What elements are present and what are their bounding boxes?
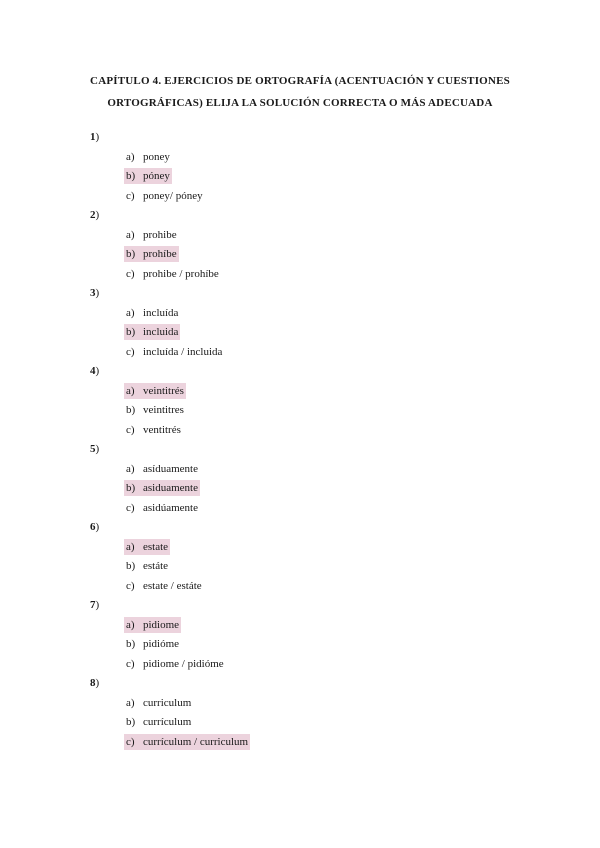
answer-text-wrap bbox=[124, 500, 200, 516]
answer-option bbox=[90, 538, 550, 558]
answer-option bbox=[90, 382, 550, 402]
option-letter: b) bbox=[126, 170, 136, 182]
highlighted-answer bbox=[124, 617, 181, 633]
question-number-paren: ) bbox=[95, 131, 100, 143]
question-2 bbox=[90, 206, 550, 284]
option-letter: c) bbox=[126, 189, 135, 202]
question-6 bbox=[90, 518, 550, 596]
question-8 bbox=[90, 674, 550, 752]
question-number bbox=[90, 674, 550, 694]
highlighted-answer bbox=[124, 168, 172, 184]
question-number-paren: ) bbox=[95, 365, 100, 377]
answer-text-wrap bbox=[124, 422, 183, 438]
option-letter: b) bbox=[126, 482, 136, 494]
option-text: poney bbox=[143, 150, 170, 163]
answer-text-wrap bbox=[124, 227, 179, 243]
answer-option bbox=[90, 635, 550, 655]
question-number bbox=[90, 362, 550, 382]
answer-option bbox=[90, 167, 550, 187]
option-text: asíduamente bbox=[143, 462, 198, 475]
option-text: incluída / incluida bbox=[143, 345, 223, 358]
question-number bbox=[90, 440, 550, 460]
question-number bbox=[90, 206, 550, 226]
option-letter: a) bbox=[126, 462, 135, 475]
question-number-digit: 6 bbox=[90, 521, 96, 533]
answer-text-wrap bbox=[124, 305, 180, 321]
question-number bbox=[90, 596, 550, 616]
option-text: incluída bbox=[143, 306, 179, 319]
option-letter: a) bbox=[126, 540, 135, 553]
option-letter: a) bbox=[126, 228, 135, 241]
option-letter: a) bbox=[126, 696, 135, 709]
answer-option bbox=[90, 616, 550, 636]
highlighted-answer bbox=[124, 246, 179, 262]
question-3 bbox=[90, 284, 550, 362]
option-text: curriculum bbox=[143, 696, 192, 709]
answer-text-wrap bbox=[124, 266, 221, 282]
option-text: estate bbox=[143, 540, 169, 553]
option-text: currículum bbox=[143, 716, 192, 728]
option-letter: c) bbox=[126, 267, 135, 280]
question-number-digit: 1 bbox=[90, 131, 96, 143]
question-number bbox=[90, 128, 550, 148]
option-text: veintitres bbox=[143, 404, 184, 416]
answer-option bbox=[90, 694, 550, 714]
chapter-title bbox=[60, 70, 540, 114]
option-text: póney bbox=[143, 170, 170, 182]
option-text: asidúamente bbox=[143, 501, 198, 514]
question-4 bbox=[90, 362, 550, 440]
answer-text-wrap bbox=[124, 188, 205, 204]
option-letter: a) bbox=[126, 618, 135, 631]
question-5 bbox=[90, 440, 550, 518]
option-letter: c) bbox=[126, 501, 135, 514]
question-number bbox=[90, 518, 550, 538]
chapter-title-line-2: ORTOGRÁFICAS) ELIJA LA SOLUCIÓN CORRECTA O MÁS ADECUADA bbox=[107, 97, 493, 109]
question-number-paren: ) bbox=[95, 287, 100, 299]
option-letter: a) bbox=[126, 306, 135, 319]
option-text: prohibe / prohíbe bbox=[143, 267, 219, 280]
answer-option bbox=[90, 479, 550, 499]
option-letter: a) bbox=[126, 150, 135, 163]
answer-option bbox=[90, 343, 550, 363]
question-1 bbox=[90, 128, 550, 206]
option-letter: b) bbox=[126, 248, 136, 260]
option-letter: c) bbox=[126, 423, 135, 436]
question-number-digit: 8 bbox=[90, 677, 96, 689]
question-number-digit: 5 bbox=[90, 443, 96, 455]
answer-text-wrap bbox=[124, 402, 186, 418]
option-text: estate / estáte bbox=[143, 579, 202, 592]
highlighted-answer bbox=[124, 480, 200, 496]
highlighted-answer bbox=[124, 539, 170, 555]
question-number-digit: 3 bbox=[90, 287, 96, 299]
option-text: estáte bbox=[143, 560, 169, 572]
option-text: poney/ póney bbox=[143, 189, 203, 202]
option-text: veintitrés bbox=[143, 384, 184, 397]
answer-text-wrap bbox=[124, 578, 204, 594]
option-text: asiduamente bbox=[143, 482, 198, 494]
option-text: pidiome / pidióme bbox=[143, 657, 224, 670]
question-number-digit: 2 bbox=[90, 209, 96, 221]
option-text: currículum / curriculum bbox=[143, 735, 249, 748]
answer-option bbox=[90, 187, 550, 207]
answer-option bbox=[90, 226, 550, 246]
chapter-title-line-1: CAPÍTULO 4. EJERCICIOS DE ORTOGRAFÍA (ACENTUACIÓN Y CUESTIONES bbox=[90, 75, 510, 87]
option-text: ventitrés bbox=[143, 423, 181, 436]
answer-option bbox=[90, 460, 550, 480]
highlighted-answer bbox=[124, 324, 180, 340]
answer-option bbox=[90, 323, 550, 343]
option-text: prohibe bbox=[143, 228, 177, 241]
option-letter: c) bbox=[126, 345, 135, 358]
question-number-paren: ) bbox=[95, 599, 100, 611]
question-number bbox=[90, 284, 550, 304]
option-text: incluida bbox=[143, 326, 179, 338]
answer-text-wrap bbox=[124, 656, 226, 672]
answer-text-wrap bbox=[124, 344, 224, 360]
answer-text-wrap bbox=[124, 149, 172, 165]
question-7 bbox=[90, 596, 550, 674]
option-letter: a) bbox=[126, 384, 135, 397]
question-number-paren: ) bbox=[95, 443, 100, 455]
option-text: prohíbe bbox=[143, 248, 177, 260]
answer-option bbox=[90, 265, 550, 285]
option-letter: c) bbox=[126, 735, 135, 748]
option-letter: c) bbox=[126, 579, 135, 592]
answer-option bbox=[90, 421, 550, 441]
option-letter: b) bbox=[126, 560, 136, 572]
question-list bbox=[90, 128, 550, 752]
option-letter: b) bbox=[126, 716, 136, 728]
option-letter: c) bbox=[126, 657, 135, 670]
answer-option bbox=[90, 401, 550, 421]
question-number-paren: ) bbox=[95, 521, 100, 533]
question-number-paren: ) bbox=[95, 209, 100, 221]
answer-text-wrap bbox=[124, 636, 181, 652]
highlighted-answer bbox=[124, 734, 250, 750]
answer-text-wrap bbox=[124, 461, 200, 477]
answer-option bbox=[90, 148, 550, 168]
answer-option bbox=[90, 733, 550, 753]
option-letter: b) bbox=[126, 638, 136, 650]
question-number-digit: 7 bbox=[90, 599, 96, 611]
answer-text-wrap bbox=[124, 714, 193, 730]
answer-option bbox=[90, 577, 550, 597]
answer-option bbox=[90, 557, 550, 577]
question-number-digit: 4 bbox=[90, 365, 96, 377]
answer-option bbox=[90, 655, 550, 675]
question-number-paren: ) bbox=[95, 677, 100, 689]
answer-option bbox=[90, 713, 550, 733]
option-text: pidióme bbox=[143, 638, 180, 650]
answer-option bbox=[90, 499, 550, 519]
option-letter: b) bbox=[126, 326, 136, 338]
option-letter: b) bbox=[126, 404, 136, 416]
answer-text-wrap bbox=[124, 558, 170, 574]
answer-option bbox=[90, 304, 550, 324]
option-text: pidiome bbox=[143, 618, 180, 631]
answer-text-wrap bbox=[124, 695, 193, 711]
highlighted-answer bbox=[124, 383, 186, 399]
answer-option bbox=[90, 245, 550, 265]
